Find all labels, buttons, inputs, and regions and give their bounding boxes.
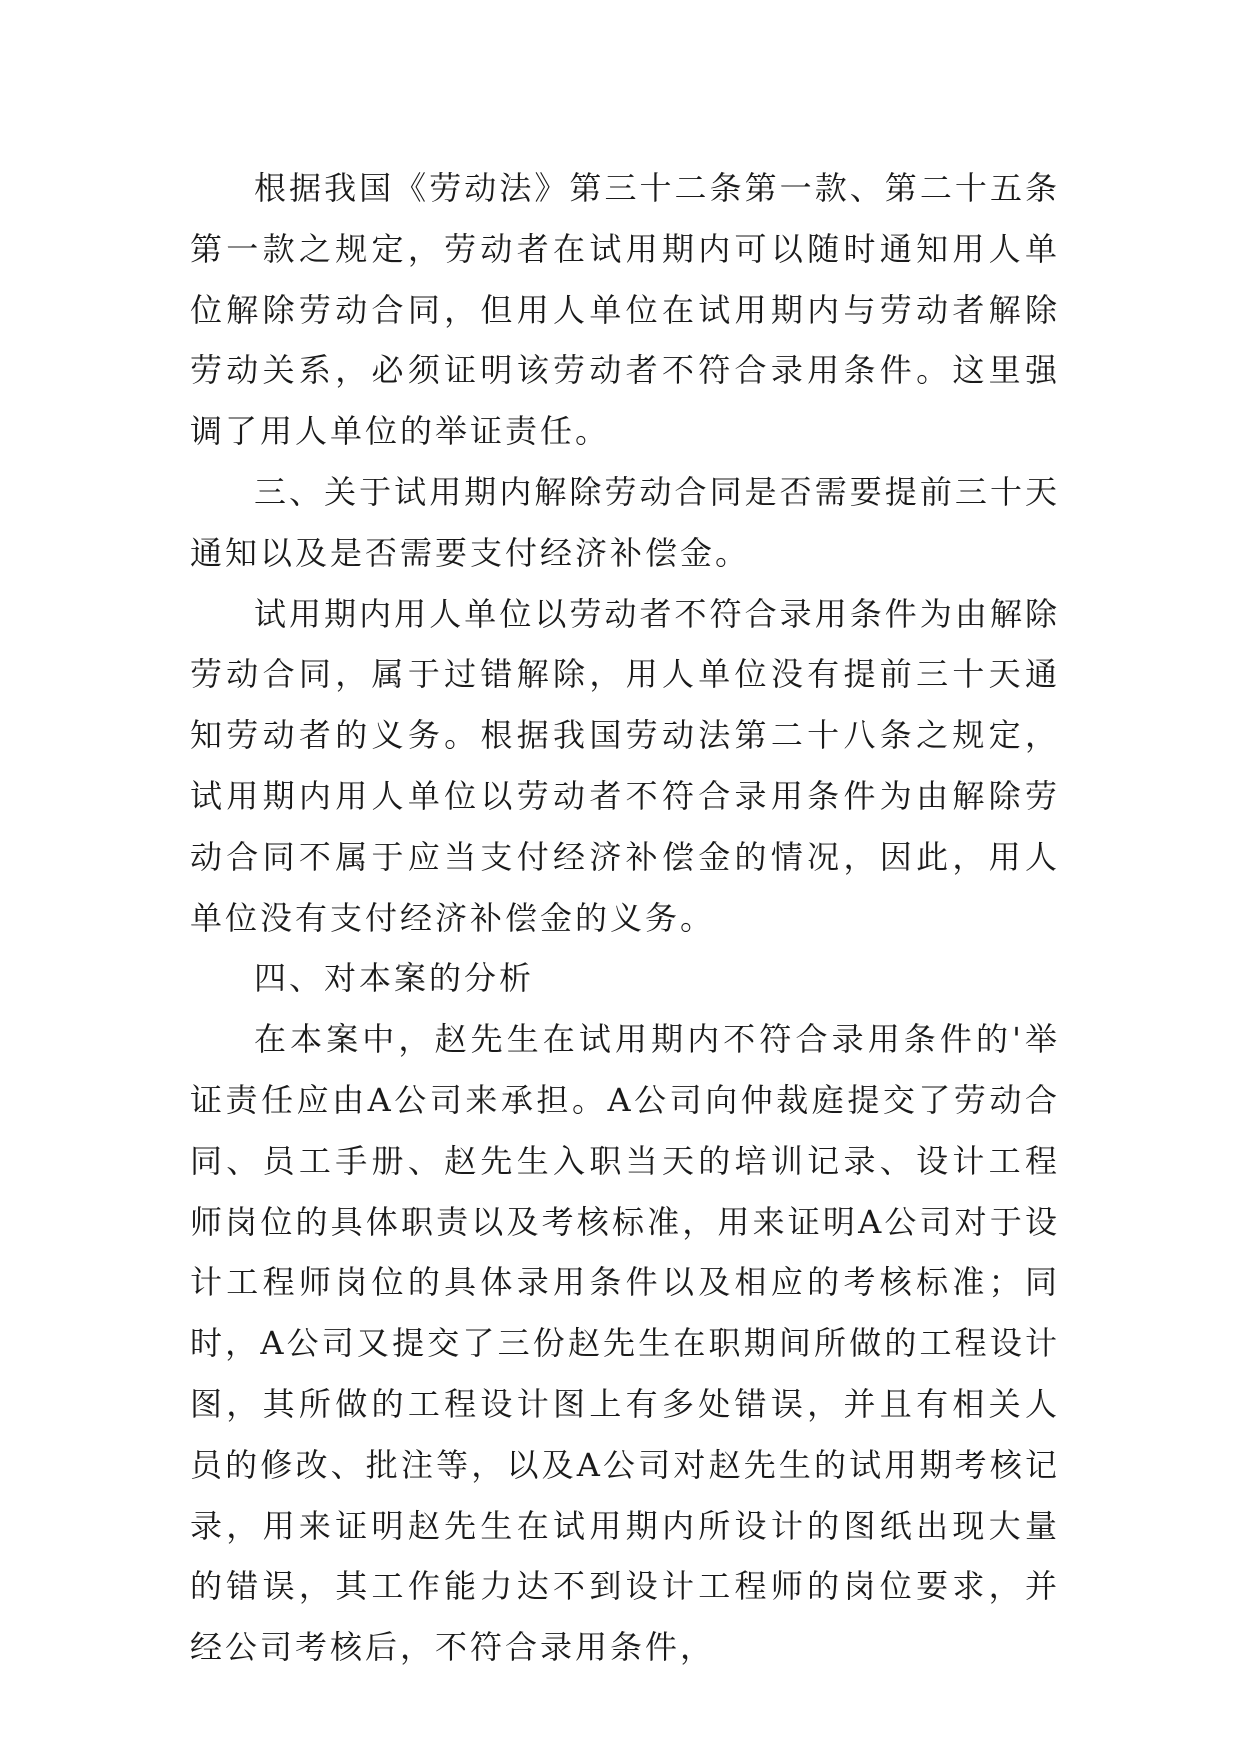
paragraph-case-analysis: 在本案中，赵先生在试用期内不符合录用条件的'举证责任应由A公司来承担。A公司向仲裁庭提交了劳动合同、员工手册、赵先生入职当天的培训记录、设计工程师岗位的具体职责以及考核标准，用来证明A公司对于设计工程师岗位的具体录用条件以及相应的考核标准；同时，A公司又提交了三份赵先生在职期间所做的工程设计图，其所做的工程设计图上有多处错误，并且有相关人员的修改、批注等，以及A公司对赵先生的试用期考核记录，用来证明赵先生在试用期内所设计的图纸出现大量的错误，其工作能力达不到设计工程师的岗位要求，并经公司考核后，不符合录用条件， [190,1020,1060,1667]
paragraph-legal-basis: 根据我国《劳动法》第三十二条第一款、第二十五条第一款之规定，劳动者在试用期内可以随时通知用人单位解除劳动合同，但用人单位在试用期内与劳动者解除劳动关系，必须证明该劳动者不符合录用条件。这里强调了用人单位的举证责任。 [190,169,1060,451]
section-heading-four: 四、对本案的分析 [254,959,535,998]
paragraph-notice-compensation: 试用期内用人单位以劳动者不符合录用条件为由解除劳动合同，属于过错解除，用人单位没有提前三十天通知劳动者的义务。根据我国劳动法第二十八条之规定，试用期内用人单位以劳动者不符合录用条件为由解除劳动合同不属于应当支付经济补偿金的情况，因此，用人单位没有支付经济补偿金的义务。 [190,594,1060,937]
section-heading-three: 三、关于试用期内解除劳动合同是否需要提前三十天通知以及是否需要支付经济补偿金。 [190,472,1060,572]
document-body [190,158,1060,1678]
